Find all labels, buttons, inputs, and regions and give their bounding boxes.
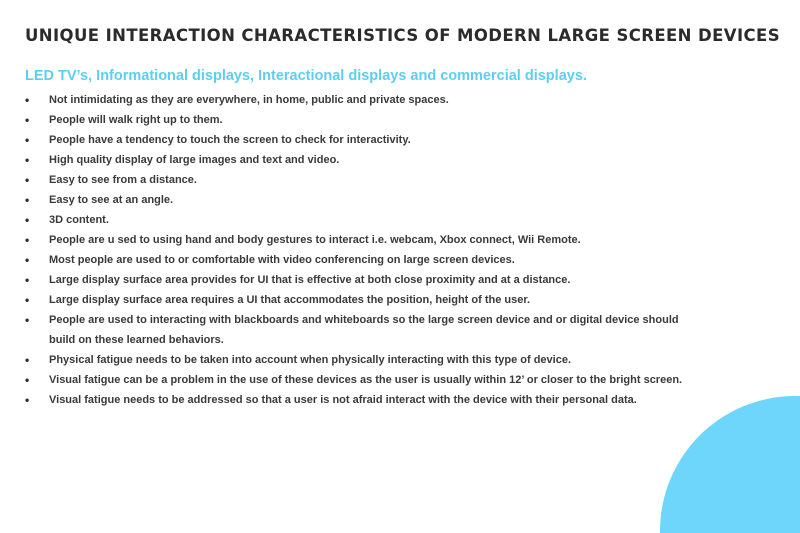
list-item: [25, 370, 765, 390]
bullet-dot: •: [25, 313, 30, 327]
bullet-dot: •: [25, 153, 30, 167]
bullet-text: People are u sed to using hand and body gestures to interact i.e. webcam, Xbox connect, Wii Remote.: [49, 234, 581, 246]
bullet-dot: •: [25, 393, 30, 407]
list-item: [25, 90, 765, 110]
bullet-text: Most people are used to or comfortable with video conferencing on large screen devices.: [49, 254, 515, 266]
bullet-dot: •: [25, 253, 30, 267]
bullet-dot: •: [25, 93, 30, 107]
list-item: [25, 190, 765, 210]
bullet-dot: •: [25, 353, 30, 367]
bullet-dot: •: [25, 233, 30, 247]
bullet-text: People are used to interacting with blackboards and whiteboards so the large screen device and or digital device should build on these learned behaviors.: [49, 314, 679, 346]
list-item: [25, 310, 765, 350]
list-item: [25, 230, 765, 250]
bullet-text: Large display surface area provides for UI that is effective at both close proximity and at a distance.: [49, 274, 571, 286]
bullet-text: Physical fatigue needs to be taken into account when physically interacting with this type of device.: [49, 354, 572, 366]
bullet-dot: •: [25, 193, 30, 207]
bullet-text: People have a tendency to touch the screen to check for interactivity.: [49, 134, 411, 146]
bullet-text: High quality display of large images and text and video.: [49, 154, 340, 166]
bullet-text: People will walk right up to them.: [49, 114, 223, 126]
list-item: [25, 110, 765, 130]
bullet-dot: •: [25, 133, 30, 147]
slide-subtitle: LED TV’s, Informational displays, Interactional displays and commercial displays.: [25, 68, 587, 84]
bullet-dot: •: [25, 373, 30, 387]
bullet-text: Not intimidating as they are everywhere, in home, public and private spaces.: [49, 94, 449, 106]
bullet-dot: •: [25, 213, 30, 227]
list-item: [25, 350, 765, 370]
list-item: [25, 250, 765, 270]
list-item: [25, 130, 765, 150]
bullet-list: [25, 90, 765, 410]
list-item: [25, 170, 765, 190]
bullet-text: Large display surface area requires a UI that accommodates the position, height of the user.: [49, 294, 531, 306]
bullet-text: Visual fatigue can be a problem in the use of these devices as the user is usually within 12’ or closer to the bright screen.: [49, 374, 683, 386]
bullet-text: Easy to see from a distance.: [49, 174, 197, 186]
bullet-text: 3D content.: [49, 214, 109, 226]
bullet-dot: •: [25, 293, 30, 307]
list-item: [25, 210, 765, 230]
slide-title: UNIQUE INTERACTION CHARACTERISTICS OF MODERN LARGE SCREEN DEVICES: [25, 26, 780, 45]
bullet-dot: •: [25, 173, 30, 187]
list-item: [25, 270, 765, 290]
list-item: [25, 390, 765, 410]
decorative-circle: [660, 396, 800, 533]
bullet-text: Visual fatigue needs to be addressed so that a user is not afraid interact with the device with their personal data.: [49, 394, 637, 406]
bullet-dot: •: [25, 113, 30, 127]
list-item: [25, 290, 765, 310]
list-item: [25, 150, 765, 170]
bullet-dot: •: [25, 273, 30, 287]
bullet-text: Easy to see at an angle.: [49, 194, 174, 206]
